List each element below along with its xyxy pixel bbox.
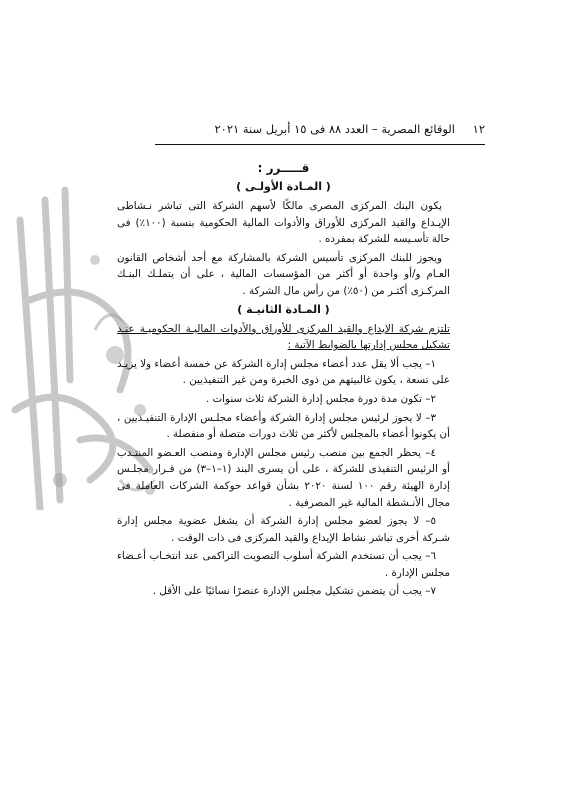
article-two-item-7: ٧– يجب أن يتضمن تشكيل مجلس الإدارة عنصرًا نسائيًا على الأقل . <box>152 585 436 598</box>
article-two-item-3: ٣– لا يجوز لرئيس مجلس إدارة الشركة وأعضاء مجلـس الإدارة التنفيـذيين ، أن يكونوا أعضاء بالمجلس لأكثر من ثلاث دورات متصلة أو منفصلة . <box>117 411 450 441</box>
article-two-item-2: ٢– تكون مدة دورة مجلس إدارة الشركة ثلاث سنوات . <box>205 392 436 405</box>
article-one-paragraph-2: ويجوز للبنك المركزى تأسيس الشركة بالمشاركة مع أحد أشخاص القانون العـام و/أو واحدة أو أكثر من المؤسسات المالية ، على أن يتملـك البنـك المركـزى أكثـر من (٥٠٪) من رأس مال الشركة . <box>117 251 450 297</box>
article-two-heading: ( المـادة الثانيـة ) <box>237 302 330 316</box>
article-two-item-6: ٦– يجب أن تستخدم الشركة أسلوب التصويت التراكمى عند انتخـاب أعـضاء مجلس الإدارة . <box>117 550 450 579</box>
header-title: الوقائع المصرية – العدد ٨٨ فى ١٥ أبريل سنة ٢٠٢١ <box>214 122 455 136</box>
document-body <box>117 160 450 602</box>
article-one-paragraph-1: يكون البنك المركزى المصرى مالكًا لأسهم الشركة التى تباشر نـشاطى الإيـداع والقيد المركزى للأوراق والأدوات المالية الحكومية بنسبة (١٠٠٪) فى حالة تأسـيسه للشركة بمفرده . <box>117 200 450 246</box>
article-two-item-1: ١– يجب ألا يقل عدد أعضاء مجلس إدارة الشركة عن خمسة أعضاء ولا يزيـد على تسعة ، يكون غالبيتهم من ذوى الخبرة ومن غير التنفيذيين . <box>117 357 450 387</box>
running-header <box>155 122 485 142</box>
article-two-item-5: ٥– لا يجوز لعضو مجلس إدارة الشركة أن يشغل عضوية مجلس إدارة شـركة أخرى تباشر نشاط الإيداع والقيد المركزى فى ذات الوقت . <box>117 515 450 544</box>
article-two-intro: تلتزم شركة الإيداع والقيد المركزى للأوراق والأدوات الماليـة الحكوميـة عنـد تشكيل مجلس إدارتها بالضوابط الآتية : <box>117 322 450 352</box>
article-two-item-4: ٤– يحظر الجمع بين منصب رئيس مجلس الإدارة ومنصب العـضو المنتـدب أو الرئيس التنفيذى للشركة ، على أن يسرى البند (١–١–٣) من قـرار مجلـس إدارة الهيئة رقم ١٠٠ لسنة ٢٠٢٠ بشأن قواعد حوكمة الشركات العاملة فى مجال الأنـشطة المالية غير المصرفية . <box>117 446 451 509</box>
decision-heading: قـــــرر : <box>257 161 310 175</box>
page-number: ١٢ <box>472 122 485 136</box>
article-one-heading: ( المـادة الأولـى ) <box>236 180 331 193</box>
header-rule <box>155 144 485 145</box>
